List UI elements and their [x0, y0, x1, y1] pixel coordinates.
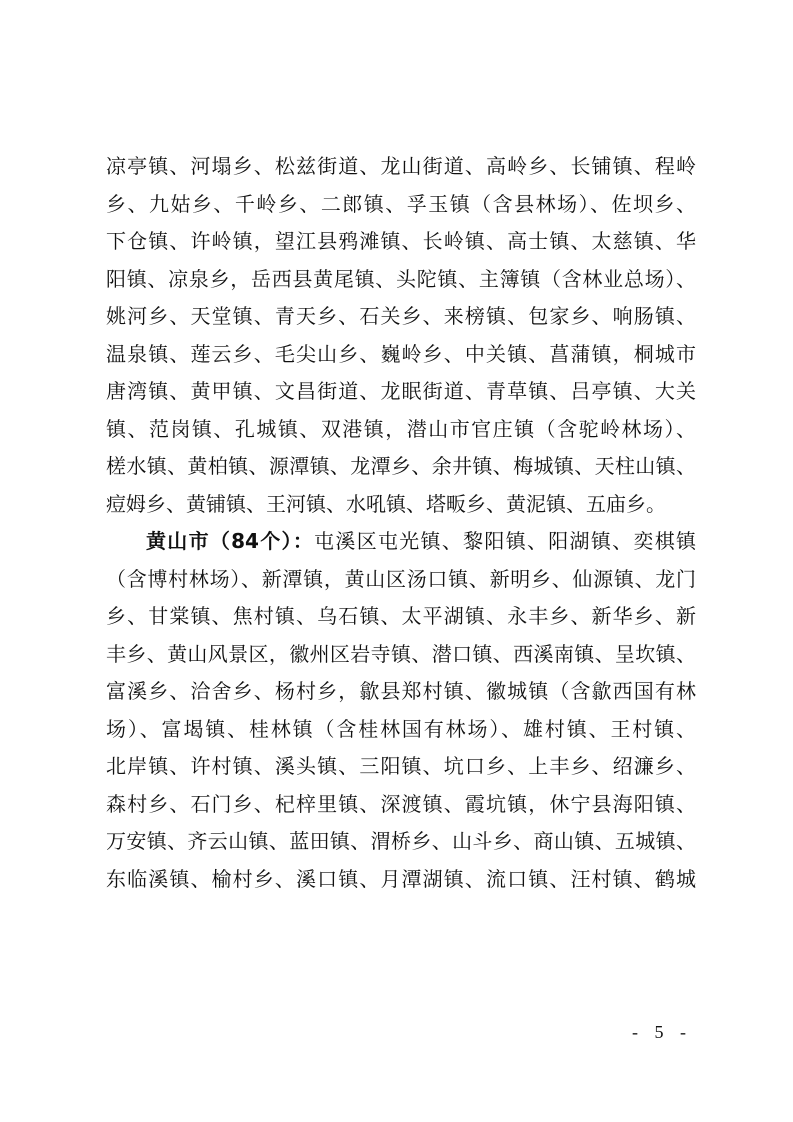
text-line: 唐湾镇、黄甲镇、文昌街道、龙眠街道、青草镇、吕亭镇、大关	[106, 379, 696, 403]
text-line: 富溪乡、洽舍乡、杨村乡，歙县郑村镇、徽城镇（含歙西国有林	[106, 679, 696, 703]
text-line: 下仓镇、许岭镇，望江县鸦滩镇、长岭镇、高士镇、太慈镇、华	[106, 229, 696, 253]
text-segment: 屯溪区屯光镇、黎阳镇、阳湖镇、奕棋镇	[314, 529, 696, 553]
text-line: 东临溪镇、榆村乡、溪口镇、月潭湖镇、流口镇、汪村镇、鹤城	[106, 866, 696, 891]
text-line: 姚河乡、天堂镇、青天乡、石关乡、来榜镇、包家乡、响肠镇、	[106, 304, 696, 328]
body-text	[106, 148, 696, 898]
text-line: 乡、九姑乡、千岭乡、二郎镇、孚玉镇（含县林场）、佐坝乡、	[106, 191, 696, 216]
text-line: 乡、甘棠镇、焦村镇、乌石镇、太平湖镇、永丰乡、新华乡、新	[106, 604, 696, 628]
section-heading: 黄山市（84个）：	[146, 529, 315, 553]
text-line: （含博村林场）、新潭镇，黄山区汤口镇、新明乡、仙源镇、龙门	[106, 566, 696, 591]
paragraph-first-line	[106, 523, 696, 561]
text-line: 痘姆乡、黄铺镇、王河镇、水吼镇、塔畈乡、黄泥镇、五庙乡。	[106, 491, 666, 516]
page-number: - 5 -	[632, 1022, 692, 1042]
text-line: 槎水镇、黄柏镇、源潭镇、龙潭乡、余井镇、梅城镇、天柱山镇、	[106, 454, 696, 478]
text-line: 场）、富堨镇、桂林镇（含桂林国有林场）、雄村镇、王村镇、	[106, 716, 696, 741]
text-line: 北岸镇、许村镇、溪头镇、三阳镇、坑口乡、上丰乡、绍濂乡、	[106, 754, 696, 778]
text-line: 镇、范岗镇、孔城镇、双港镇，潜山市官庄镇（含驼岭林场）、	[106, 416, 696, 441]
text-line: 阳镇、凉泉乡，岳西县黄尾镇、头陀镇、主簿镇（含林业总场）、	[106, 266, 696, 291]
text-line: 丰乡、黄山风景区，徽州区岩寺镇、潜口镇、西溪南镇、呈坎镇、	[106, 641, 696, 666]
text-line: 凉亭镇、河塌乡、松兹街道、龙山街道、高岭乡、长铺镇、程岭	[106, 154, 696, 178]
text-line: 温泉镇、莲云乡、毛尖山乡、巍岭乡、中关镇、菖蒲镇，桐城市	[106, 341, 696, 366]
text-line: 万安镇、齐云山镇、蓝田镇、渭桥乡、山斗乡、商山镇、五城镇、	[106, 829, 696, 853]
text-line: 森村乡、石门乡、杞梓里镇、深渡镇、霞坑镇，休宁县海阳镇、	[106, 791, 696, 816]
